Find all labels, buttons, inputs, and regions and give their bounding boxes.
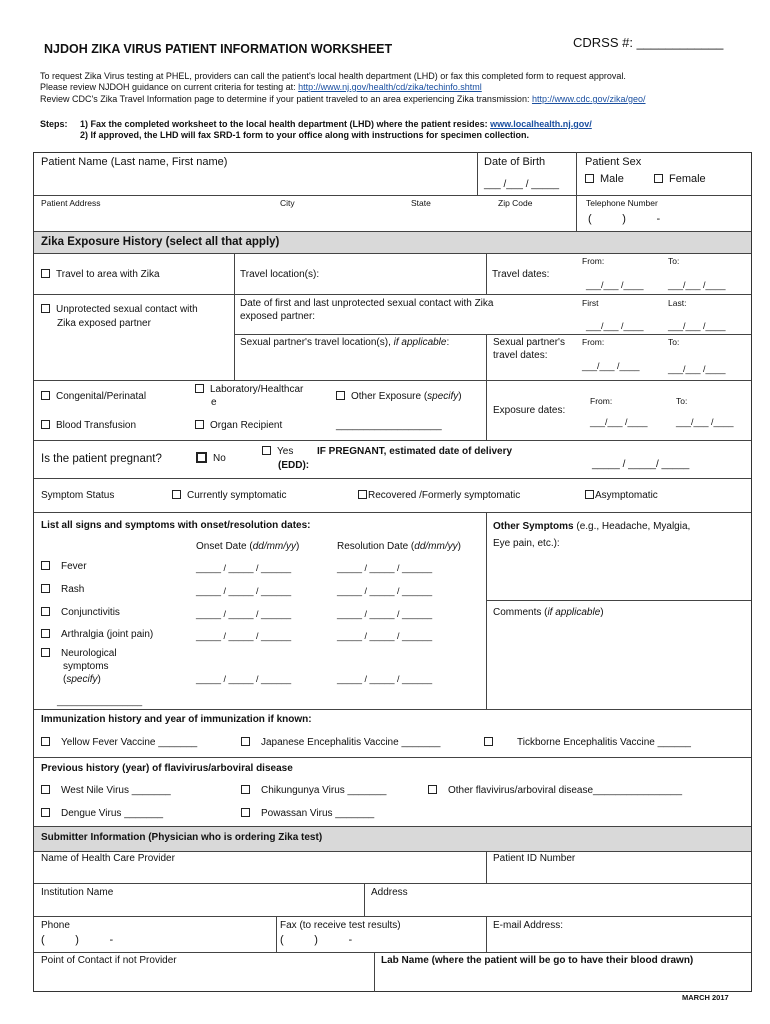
phone-field[interactable]: ( ) - bbox=[41, 934, 114, 946]
west-nile-option[interactable]: West Nile Virus _______ bbox=[41, 785, 171, 796]
neurological-label-3: (specify) bbox=[63, 674, 101, 685]
rash-resolution-field[interactable]: _____ / _____ / ______ bbox=[337, 586, 433, 596]
fax-field[interactable]: ( ) - bbox=[280, 934, 353, 946]
sex-male-option[interactable]: Male bbox=[585, 173, 624, 185]
lab-name-label: Lab Name (where the patient will be go to have their blood drawn) bbox=[381, 955, 694, 966]
intro-line-2: Please review NJDOH guidance on current criteria for testing at: http://www.nj.gov/health/cd/zika/techinfo.shtml bbox=[40, 82, 482, 92]
currently-symptomatic-option[interactable]: Currently symptomatic bbox=[172, 490, 286, 501]
partner-to-label: To: bbox=[668, 337, 680, 347]
blood-transfusion-checkbox[interactable] bbox=[41, 420, 50, 429]
email-label: E-mail Address: bbox=[493, 920, 564, 931]
exposure-from-label: From: bbox=[590, 396, 613, 406]
resolution-date-header: Resolution Date (dd/mm/yy) bbox=[337, 541, 461, 552]
arthralgia-onset-field[interactable]: _____ / _____ / ______ bbox=[196, 631, 292, 641]
exposure-to-field[interactable]: ___/___ /____ bbox=[676, 417, 734, 427]
first-label: First bbox=[582, 298, 599, 308]
sex-female-option[interactable]: Female bbox=[654, 173, 706, 185]
arthralgia-resolution-field[interactable]: _____ / _____ / ______ bbox=[337, 631, 433, 641]
exposure-dates-label: Exposure dates: bbox=[493, 405, 566, 416]
intro-line-1: To request Zika Virus testing at PHEL, providers can call the patient's local health department (LHD) or fax this completed form to request approval. bbox=[40, 71, 626, 81]
steps-label: Steps: bbox=[40, 119, 68, 129]
powassan-option[interactable]: Powassan Virus _______ bbox=[241, 808, 374, 819]
organ-recipient-checkbox[interactable] bbox=[195, 420, 204, 429]
partner-from-label: From: bbox=[582, 337, 605, 347]
travel-to-field[interactable]: ___/___ /____ bbox=[668, 280, 726, 290]
pregnant-no-checkbox[interactable] bbox=[196, 452, 207, 463]
dob-label: Date of Birth bbox=[484, 156, 546, 168]
lab-exposure-checkbox[interactable] bbox=[195, 384, 204, 393]
step-2: 2) If approved, the LHD will fax SRD-1 form to your office along with instructions for specimen collection. bbox=[80, 130, 530, 140]
travel-dates-label: Travel dates: bbox=[492, 269, 550, 280]
partner-from-field[interactable]: ___/___ /____ bbox=[582, 361, 640, 371]
exposure-heading: Zika Exposure History (select all that apply) bbox=[41, 236, 280, 248]
first-last-contact-label: Date of first and last unprotected sexual contact with Zika bbox=[240, 298, 494, 309]
rash-onset-field[interactable]: _____ / _____ / ______ bbox=[196, 586, 292, 596]
phone-label: Phone bbox=[41, 920, 70, 931]
first-last-contact-label-2: exposed partner: bbox=[240, 311, 316, 322]
institution-label: Institution Name bbox=[41, 887, 114, 898]
asymptomatic-option[interactable]: Asymptomatic bbox=[585, 490, 658, 501]
state-label: State bbox=[411, 198, 431, 208]
blood-transfusion-option[interactable]: Blood Transfusion bbox=[41, 420, 136, 431]
partner-locations-label: Sexual partner's travel location(s), if applicable: bbox=[240, 337, 450, 348]
dengue-option[interactable]: Dengue Virus _______ bbox=[41, 808, 163, 819]
recovered-option[interactable]: Recovered /Formerly symptomatic bbox=[358, 490, 520, 501]
travel-from-field[interactable]: ___/___ /____ bbox=[586, 280, 644, 290]
neurological-label-2: symptoms bbox=[63, 661, 109, 672]
conjunctivitis-onset-field[interactable]: _____ / _____ / ______ bbox=[196, 609, 292, 619]
submitter-heading: Submitter Information (Physician who is ordering Zika test) bbox=[41, 832, 323, 843]
step-1: 1) Fax the completed worksheet to the local health department (LHD) where the patient resides: www.localhealth.nj.gov/ bbox=[80, 119, 592, 129]
edd-label-2: (EDD): bbox=[278, 460, 310, 471]
yellow-fever-checkbox[interactable] bbox=[41, 737, 50, 746]
symptom-status-label: Symptom Status bbox=[41, 490, 115, 501]
japanese-enceph-checkbox[interactable] bbox=[241, 737, 250, 746]
neurological-resolution-field[interactable]: _____ / _____ / ______ bbox=[337, 674, 433, 684]
telephone-label: Telephone Number bbox=[586, 198, 658, 208]
yellow-fever-option[interactable]: Yellow Fever Vaccine _______ bbox=[41, 737, 197, 748]
travel-to-label: To: bbox=[668, 256, 680, 266]
sexual-contact-checkbox[interactable] bbox=[41, 304, 50, 313]
immunization-heading: Immunization history and year of immunization if known: bbox=[41, 714, 312, 725]
edd-label: IF PREGNANT, estimated date of delivery bbox=[317, 446, 513, 457]
tickborne-option[interactable]: Tickborne Encephalitis Vaccine ______ bbox=[484, 737, 691, 748]
other-symptoms-label: Other Symptoms (e.g., Headache, Myalgia, bbox=[493, 521, 691, 532]
other-exposure-option[interactable]: Other Exposure (specify) bbox=[336, 391, 462, 402]
edd-field[interactable]: _____ / _____/ _____ bbox=[592, 459, 690, 470]
pregnant-question: Is the patient pregnant? bbox=[41, 453, 162, 465]
pregnant-yes-checkbox[interactable] bbox=[262, 446, 271, 455]
other-symptoms-label-2: Eye pain, etc.): bbox=[493, 538, 560, 549]
japanese-enceph-option[interactable]: Japanese Encephalitis Vaccine _______ bbox=[241, 737, 440, 748]
revision-date: MARCH 2017 bbox=[682, 993, 729, 1002]
city-label: City bbox=[280, 198, 295, 208]
page-title: NJDOH ZIKA VIRUS PATIENT INFORMATION WORKSHEET bbox=[44, 42, 393, 56]
pregnant-no-option[interactable]: No bbox=[196, 453, 226, 464]
zip-label: Zip Code bbox=[498, 198, 533, 208]
sexual-contact-label-2: Zika exposed partner bbox=[57, 318, 151, 329]
male-checkbox[interactable] bbox=[585, 174, 594, 183]
symptoms-heading: List all signs and symptoms with onset/resolution dates: bbox=[41, 520, 311, 531]
fever-resolution-field[interactable]: _____ / _____ / ______ bbox=[337, 563, 433, 573]
symptom-conjunctivitis[interactable]: Conjunctivitis bbox=[41, 607, 120, 618]
neurological-onset-field[interactable]: _____ / _____ / ______ bbox=[196, 674, 292, 684]
travel-from-label: From: bbox=[582, 256, 605, 266]
last-date-field[interactable]: ___/___ /____ bbox=[668, 321, 726, 331]
patient-sex-label: Patient Sex bbox=[585, 156, 642, 168]
arthralgia-checkbox[interactable] bbox=[41, 629, 50, 638]
congenital-checkbox[interactable] bbox=[41, 391, 50, 400]
travel-checkbox[interactable] bbox=[41, 269, 50, 278]
other-exposure-field[interactable]: ___________________ bbox=[336, 420, 442, 431]
first-date-field[interactable]: ___/___ /____ bbox=[586, 321, 644, 331]
west-nile-checkbox[interactable] bbox=[41, 785, 50, 794]
symptom-rash[interactable]: Rash bbox=[41, 584, 84, 595]
symptom-fever[interactable]: Fever bbox=[41, 561, 87, 572]
cdrss-number: CDRSS #: ____________ bbox=[573, 35, 724, 50]
powassan-checkbox[interactable] bbox=[241, 808, 250, 817]
fever-onset-field[interactable]: _____ / _____ / ______ bbox=[196, 563, 292, 573]
neurological-specify-field[interactable]: _________________ bbox=[57, 696, 143, 706]
symptom-neurological[interactable]: Neurological bbox=[41, 648, 117, 659]
fever-checkbox[interactable] bbox=[41, 561, 50, 570]
chikungunya-checkbox[interactable] bbox=[241, 785, 250, 794]
partner-dates-label: Sexual partner's bbox=[493, 337, 565, 348]
patient-id-label: Patient ID Number bbox=[493, 853, 576, 864]
cdc-geo-link[interactable]: http://www.cdc.gov/zika/geo/ bbox=[531, 94, 646, 104]
flavivirus-heading: Previous history (year) of flavivirus/arboviral disease bbox=[41, 763, 293, 774]
last-label: Last: bbox=[668, 298, 687, 308]
chikungunya-option[interactable]: Chikungunya Virus _______ bbox=[241, 785, 386, 796]
congenital-option[interactable]: Congenital/Perinatal bbox=[41, 391, 146, 402]
neurological-checkbox[interactable] bbox=[41, 648, 50, 657]
exposure-to-label: To: bbox=[676, 396, 688, 406]
comments-label: Comments (if applicable) bbox=[493, 607, 604, 618]
recovered-checkbox[interactable] bbox=[358, 490, 367, 499]
conjunctivitis-checkbox[interactable] bbox=[41, 607, 50, 616]
patient-name-label: Patient Name (Last name, First name) bbox=[41, 156, 228, 168]
tickborne-checkbox[interactable] bbox=[484, 737, 493, 746]
conjunctivitis-resolution-field[interactable]: _____ / _____ / ______ bbox=[337, 609, 433, 619]
other-flavivirus-option[interactable]: Other flavivirus/arboviral disease________________ bbox=[428, 785, 682, 796]
onset-date-header: Onset Date (dd/mm/yy) bbox=[196, 541, 300, 552]
njdoh-guidance-link[interactable]: http://www.nj.gov/health/cd/zika/techinfo.shtml bbox=[298, 82, 482, 92]
rash-checkbox[interactable] bbox=[41, 584, 50, 593]
fax-label: Fax (to receive test results) bbox=[280, 920, 401, 931]
currently-symptomatic-checkbox[interactable] bbox=[172, 490, 181, 499]
symptom-arthralgia[interactable]: Arthralgia (joint pain) bbox=[41, 629, 153, 640]
asymptomatic-checkbox[interactable] bbox=[585, 490, 594, 499]
point-of-contact-label: Point of Contact if not Provider bbox=[41, 955, 177, 966]
intro-line-3: Review CDC's Zika Travel Information page to determine if your patient traveled to an area experiencing Zika transmission: http://www.cdc.gov/zika/geo/ bbox=[40, 94, 646, 104]
sexual-contact-option[interactable]: Unprotected sexual contact with bbox=[41, 304, 198, 315]
travel-option[interactable]: Travel to area with Zika bbox=[41, 269, 160, 280]
lab-exposure-label-2: e bbox=[211, 397, 217, 408]
telephone-field[interactable]: ( ) - bbox=[588, 213, 661, 225]
exposure-from-field[interactable]: ___/___ /____ bbox=[590, 417, 648, 427]
dengue-checkbox[interactable] bbox=[41, 808, 50, 817]
female-checkbox[interactable] bbox=[654, 174, 663, 183]
dob-field[interactable]: ___ /___ / _____ bbox=[484, 179, 560, 190]
address-label: Patient Address bbox=[41, 198, 101, 208]
other-flavivirus-checkbox[interactable] bbox=[428, 785, 437, 794]
provider-name-label: Name of Health Care Provider bbox=[41, 853, 175, 864]
organ-recipient-option[interactable]: Organ Recipient bbox=[195, 420, 282, 431]
pregnant-yes-option[interactable]: Yes bbox=[262, 446, 293, 457]
travel-locations-label: Travel location(s): bbox=[240, 269, 320, 280]
localhealth-link[interactable]: www.localhealth.nj.gov/ bbox=[490, 119, 592, 129]
partner-to-field[interactable]: ___/___ /____ bbox=[668, 364, 726, 374]
other-exposure-checkbox[interactable] bbox=[336, 391, 345, 400]
partner-dates-label-2: travel dates: bbox=[493, 350, 548, 361]
lab-exposure-option[interactable]: Laboratory/Healthcar bbox=[195, 384, 303, 395]
address-submitter-label: Address bbox=[371, 887, 408, 898]
